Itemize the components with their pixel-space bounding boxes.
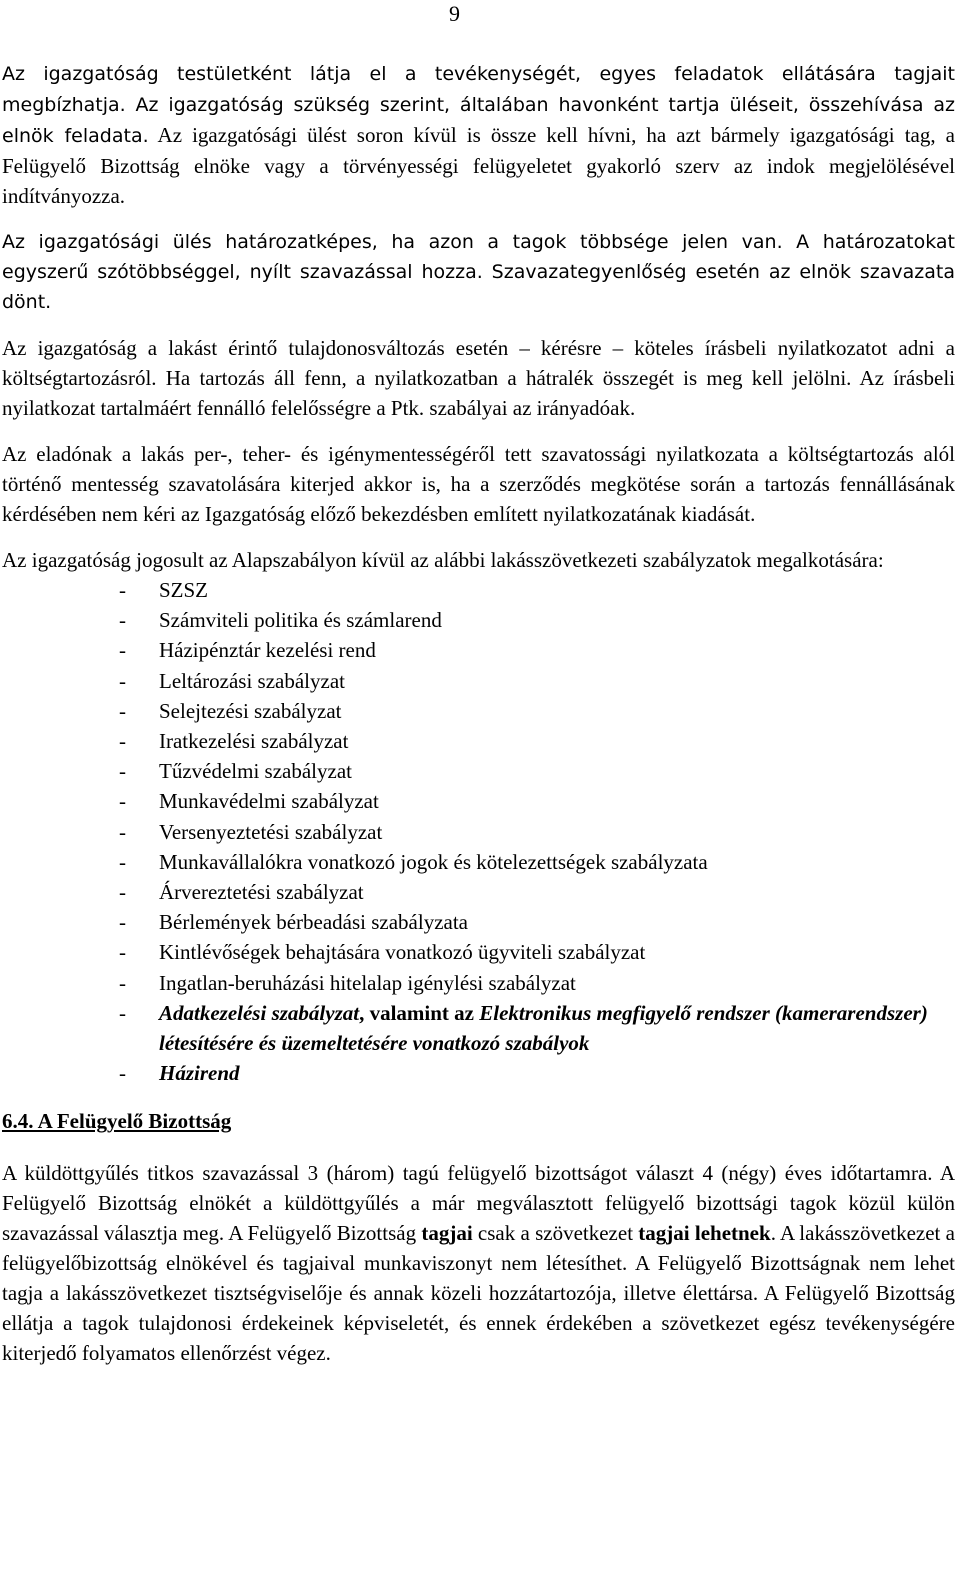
supervisory-text-2: csak a szövetkezet [472, 1221, 639, 1246]
list-item [119, 786, 955, 816]
list-item [119, 605, 955, 635]
regulations-list [2, 575, 955, 1088]
list-item-label: SZSZ [159, 578, 209, 602]
paragraph-board-operation [2, 58, 955, 211]
list-dash: - [119, 668, 126, 693]
supervisory-bold-2: tagjai lehetnek [638, 1221, 771, 1246]
supervisory-text-1: A küldöttgyűlés titkos szavazással 3 (három) tagú felügyelő bizottságot választ 4 (négy) éves időtartamra. A Felügyelő Bizottság elnökét a küldöttgyűlés a már megválasztott felügyelő bizottsági tagok közül külön szavazással választja meg. A Felügyelő Bizottság [2, 1161, 955, 1246]
list-item [119, 847, 955, 877]
supervisory-bold-1: tagjai [421, 1221, 473, 1246]
list-item-label: Számviteli politika és számlarend [159, 608, 442, 633]
list-item-label: Munkavállalókra vonatkozó jogok és kötelezettségek szabályzata [159, 849, 708, 874]
list-dash: - [119, 729, 126, 754]
list-item [119, 877, 955, 907]
paragraph-ownership-change: Az igazgatóság a lakást érintő tulajdonosváltozás esetén – kérésre – köteles írásbeli nyilatkozatot adni a költségtartozásról. Ha tartozás áll fenn, a nyilatkozatban a hátralék összegét is meg kell jelölni. Az írásbeli nyilatkozat tartalmáért fennálló felelősségre a Ptk. szabályai az irányadóak. [2, 336, 955, 420]
list-item [119, 575, 955, 605]
list-item [119, 968, 955, 998]
list-dash: - [119, 698, 126, 723]
list-item-house-rules [119, 1058, 955, 1088]
list-item [119, 937, 955, 967]
list-item [119, 635, 955, 665]
list-dash: - [119, 1000, 126, 1025]
data-management-connector: , valamint az [359, 1000, 480, 1025]
paragraph-board-quorum: Az igazgatósági ülés határozatképes, ha azon a tagok többsége jelen van. A határozatokat egyszerű szótöbbséggel, nyílt szavazással hozza. Szavazategyenlőség esetén az elnök szavazata dönt. [2, 231, 955, 313]
list-item-label: Tűzvédelmi szabályzat [159, 759, 352, 784]
list-item-label: Kintlévőségek behajtására vonatkozó ügyviteli szabályzat [159, 940, 646, 965]
page-number: 9 [449, 1, 460, 26]
supervisory-text-3: . A lakásszövetkezet a felügyelőbizottság elnökével és tagjaival munkaviszonyt nem létesíthet. A Felügyelő Bizottságnak nem lehet tagja a lakásszövetkezet tisztségviselője és annak közeli hozzátartozója, illetve élettársa. A Felügyelő Bizottság ellátja a tagok tulajdonosi érdekeinek képviseletét, és ennek érdekében a szövetkezet egész tevékenységére kiterjedő folyamatos ellenőrzést végez. [2, 1221, 955, 1366]
list-item [119, 817, 955, 847]
list-item-label: Leltározási szabályzat [159, 668, 345, 693]
list-dash: - [119, 819, 126, 844]
list-dash: - [119, 789, 126, 814]
list-item [119, 666, 955, 696]
paragraph-regulations-intro: Az igazgatóság jogosult az Alapszabályon kívül az alábbi lakásszövetkezeti szabályzatok megalkotására: [2, 548, 884, 572]
paragraph-supervisory-board [2, 1158, 955, 1368]
camera-system-rules: Elektronikus megfigyelő rendszer (kamerarendszer) létesítésére és üzemeltetésére vonatkozó szabályok [159, 1000, 928, 1056]
list-item-label: Versenyeztetési szabályzat [159, 819, 383, 844]
data-management-rules: Adatkezelési szabályzat [159, 1000, 360, 1025]
list-dash: - [119, 849, 126, 874]
list-item [119, 726, 955, 756]
list-item-data-management [119, 998, 955, 1058]
section-heading: 6.4. A Felügyelő Bizottság [2, 1109, 232, 1134]
list-item [119, 756, 955, 786]
list-dash: - [119, 910, 126, 935]
list-dash: - [119, 970, 126, 995]
list-item-label: Iratkezelési szabályzat [159, 729, 349, 754]
list-item-label: Selejtezési szabályzat [159, 698, 342, 723]
list-item [119, 907, 955, 937]
list-dash: - [119, 880, 126, 905]
house-rules: Házirend [159, 1061, 240, 1086]
paragraph-seller-warranty: Az eladónak a lakás per-, teher- és igénymentességéről tett szavatossági nyilatkozata a költségtartozás alól történő mentesség szavatolására kiterjed akkor is, ha a szerződés megkötése során a tartozás fennállásának kérdésében nem kéri az Igazgatóság előző bekezdésben említett nyilatkozatának kiadását. [2, 442, 955, 526]
list-dash: - [119, 608, 126, 633]
list-item-label: Munkavédelmi szabályzat [159, 789, 379, 814]
list-item-label: Házipénztár kezelési rend [159, 638, 376, 663]
list-item-label: Árvereztetési szabályzat [159, 880, 364, 905]
list-item-label: Ingatlan-beruházási hitelalap igénylési szabályzat [159, 970, 576, 995]
paragraph-board-operation-rest: Az igazgatósági ülést soron kívül is össze kell hívni, ha azt bármely igazgatósági tag, a Felügyelő Bizottság elnöke vagy a törvényességi felügyeletet gyakorló szerv az indok megjelölésével indítványozza. [2, 123, 955, 208]
list-dash: - [119, 578, 126, 602]
list-dash: - [119, 759, 126, 784]
paragraph-board-operation-sans-part: Az igazgatóság testületként látja el a tevékenységét, egyes feladatok ellátására tagjait megbízhatja. Az igazgatóság szükség szerint, általában havonként tartja üléseit, összehívása az elnök feladata. [2, 63, 955, 147]
list-dash: - [119, 940, 126, 965]
list-item-label: Bérlemények bérbeadási szabályzata [159, 910, 469, 935]
list-dash: - [119, 1061, 126, 1086]
list-item [119, 696, 955, 726]
list-dash: - [119, 638, 126, 663]
document-body [2, 58, 955, 1368]
